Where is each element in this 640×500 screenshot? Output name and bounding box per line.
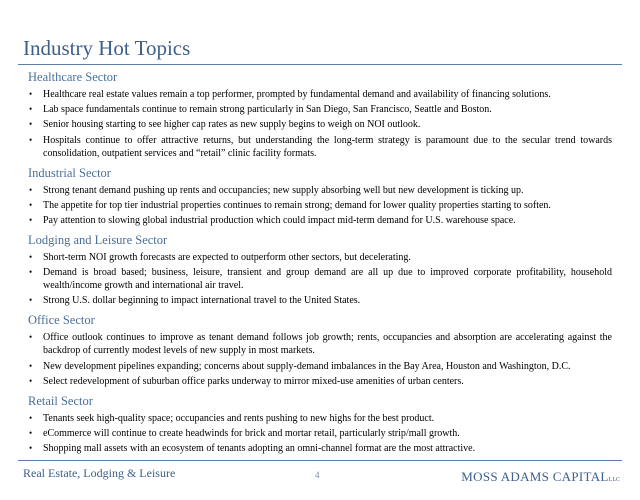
bullet-text: Short-term NOI growth forecasts are expected to outperform other sectors, but decelerating. — [43, 251, 411, 263]
bullet-list — [28, 251, 612, 307]
bullet-icon: • — [29, 214, 33, 225]
bullet-text: Tenants seek high-quality space; occupancies and rents pushing to new highs for the best product. — [43, 412, 435, 424]
bullet-icon: • — [29, 412, 33, 423]
section-heading: Healthcare Sector — [28, 70, 118, 84]
footer-section-label: Real Estate, Lodging & Leisure — [23, 466, 176, 480]
bullet-list — [28, 88, 612, 160]
logo-suffix: LLC — [608, 477, 620, 483]
bullet-icon: • — [29, 360, 33, 371]
bullet-icon: • — [29, 443, 33, 454]
bullet-item — [28, 412, 612, 425]
bullet-icon: • — [29, 251, 33, 262]
bullet-list — [28, 331, 612, 387]
bullet-item — [28, 266, 612, 292]
main-content — [28, 69, 612, 460]
section-heading: Industrial Sector — [28, 165, 111, 180]
logo-text: MOSS ADAMS CAPITAL — [461, 469, 609, 484]
bullet-text: Demand is broad based; business, leisure, transient and group demand are all up due to improved corporate profitability, household wealth/income growth and international air travel. — [43, 267, 612, 292]
bullet-item — [28, 442, 612, 455]
bullet-icon: • — [29, 332, 33, 343]
bullet-text: Senior housing starting to see higher cap rates as new supply begins to weigh on NOI outlook. — [43, 119, 421, 131]
section-heading: Office Sector — [28, 313, 95, 328]
title-divider — [18, 64, 622, 65]
bullet-text: Hospitals continue to offer attractive returns, but understanding the long-term strategy is paramount due to the secular trend towards consolidation, outpatient services and “retail” clinic facility formats. — [43, 134, 612, 159]
bullet-icon: • — [29, 89, 33, 99]
bullet-text: Pay attention to slowing global industrial production which could impact mid-term demand for U.S. warehouse space. — [43, 214, 516, 226]
bullet-item — [28, 134, 612, 160]
bullet-text: Select redevelopment of suburban office parks underway to mirror mixed-use amenities of urban centers. — [43, 375, 464, 387]
bullet-icon: • — [29, 104, 33, 115]
bullet-icon: • — [29, 119, 33, 130]
bullet-text: Office outlook continues to improve as tenant demand follows job growth; rents, occupancies and absorption are accelerating against the backdrop of currently modest levels of new supply in most markets. — [43, 332, 612, 357]
bullet-icon: • — [29, 267, 33, 278]
bullet-item — [28, 214, 612, 227]
bullet-text: The appetite for top tier industrial properties continues to remain strong; demand for lower quality properties starting to soften. — [43, 199, 551, 211]
bullet-item — [28, 427, 612, 440]
bullet-list — [28, 412, 612, 455]
bullet-text: Strong tenant demand pushing up rents and occupancies; new supply absorbing well but new development is ticking up. — [43, 184, 524, 196]
bullet-text: eCommerce will continue to create headwinds for brick and mortar retail, particularly strip/mall growth. — [43, 427, 460, 439]
bullet-item — [28, 184, 612, 197]
section-heading: Retail Sector — [28, 393, 93, 408]
bullet-item — [28, 118, 612, 131]
bullet-item — [28, 294, 612, 307]
bullet-text: Healthcare real estate values remain a top performer, prompted by fundamental demand and availability of financing solutions. — [43, 89, 551, 100]
bullet-item — [28, 88, 612, 101]
bullet-icon: • — [29, 295, 33, 306]
bullet-item — [28, 251, 612, 264]
bullet-icon: • — [29, 199, 33, 210]
bullet-item — [28, 331, 612, 357]
bullet-text: Shopping mall assets with an ecosystem of tenants adopting an omni-channel format are the most attractive. — [43, 443, 476, 455]
bullet-icon: • — [29, 427, 33, 438]
bullet-text: Lab space fundamentals continue to remain strong particularly in San Diego, San Francisco, Seattle and Boston. — [43, 104, 492, 116]
bullet-item — [28, 375, 612, 388]
bullet-item — [28, 360, 612, 373]
bullet-icon: • — [29, 184, 33, 195]
company-logo — [461, 469, 620, 485]
bullet-list — [28, 184, 612, 227]
bullet-item — [28, 199, 612, 212]
footer-divider — [18, 460, 622, 461]
page-number: 4 — [315, 470, 320, 480]
bullet-text: Strong U.S. dollar beginning to impact international travel to the United States. — [43, 295, 361, 307]
bullet-icon: • — [29, 375, 33, 386]
bullet-text: New development pipelines expanding; concerns about supply-demand imbalances in the Bay Area, Houston and Washington, D.C. — [43, 360, 571, 372]
section-heading: Lodging and Leisure Sector — [28, 232, 168, 247]
bullet-icon: • — [29, 134, 33, 145]
bullet-item — [28, 103, 612, 116]
page-title: Industry Hot Topics — [23, 36, 191, 60]
